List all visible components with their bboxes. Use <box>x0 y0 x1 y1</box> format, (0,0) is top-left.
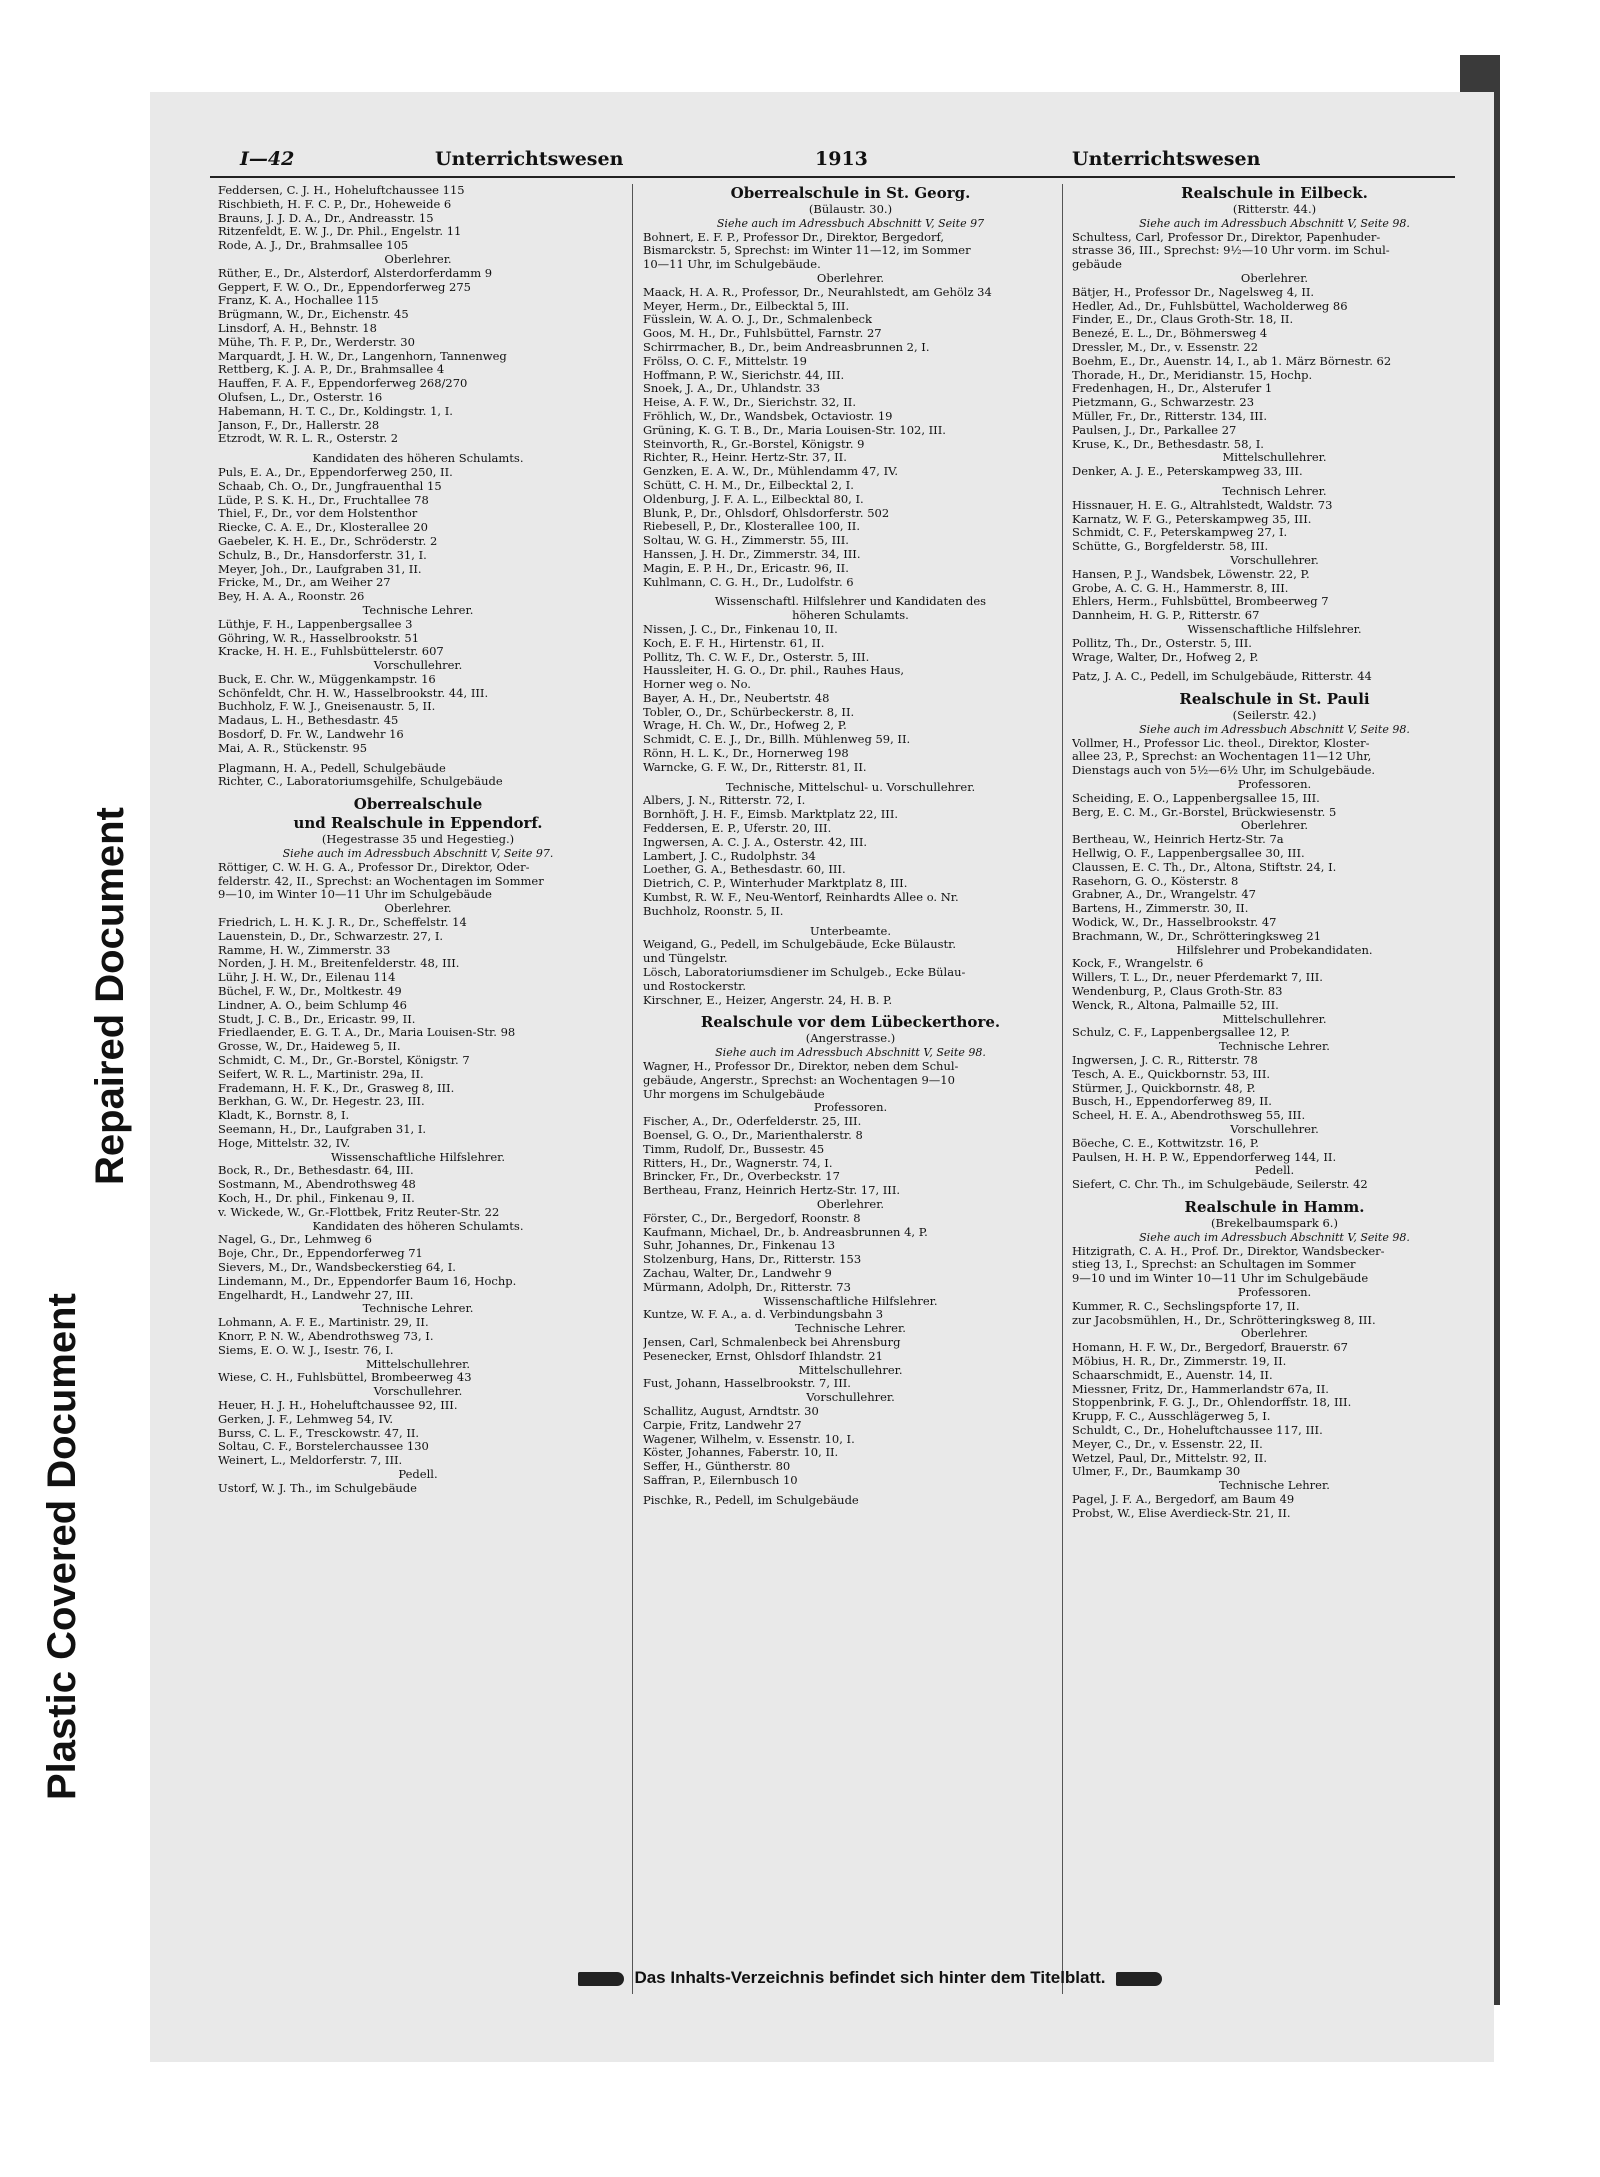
entry-line: zur Jacobsmühlen, H., Dr., Schrötteringksweg 8, III. <box>1072 1313 1376 1327</box>
section-heading: Pedell. <box>1254 1163 1295 1178</box>
entry-line: Plagmann, H. A., Pedell, Schulgebäude <box>218 761 446 775</box>
school-heading: Oberrealschule in St. Georg. <box>730 184 971 202</box>
entry-line: Rasehorn, G. O., Kösterstr. 8 <box>1072 874 1239 888</box>
page-number: I—42 <box>240 148 295 170</box>
entry-line: Kruse, K., Dr., Bethesdastr. 58, I. <box>1072 437 1264 451</box>
entry-line: Paulsen, J., Dr., Parkallee 27 <box>1072 423 1237 437</box>
entry-line: Buck, E. Chr. W., Müggenkampstr. 16 <box>218 672 436 686</box>
entry-line: Pollitz, Th. C. W. F., Dr., Osterstr. 5, III. <box>643 650 870 664</box>
school-heading: Oberrealschule <box>353 795 483 814</box>
entry-line: Magin, E. P. H., Dr., Ericastr. 96, II. <box>643 561 849 575</box>
entry-line: Rode, A. J., Dr., Brahmsallee 105 <box>218 239 409 253</box>
cross-reference: Siehe auch im Adressbuch Abschnitt V, Seite 98. <box>715 1046 986 1060</box>
entry-line: Brachmann, W., Dr., Schrötteringksweg 21 <box>1072 929 1322 943</box>
entry-line: Koch, H., Dr. phil., Finkenau 9, II. <box>218 1191 415 1205</box>
entry-line: Probst, W., Elise Averdieck-Str. 21, II. <box>1072 1506 1291 1520</box>
entry-line: Ritters, H., Dr., Wagnerstr. 74, I. <box>643 1156 833 1170</box>
entry-line: Finder, E., Dr., Claus Groth-Str. 18, II. <box>1072 313 1294 327</box>
section-heading: Technische Lehrer. <box>362 602 474 617</box>
school-address: (Bülaustr. 30.) <box>808 202 893 216</box>
column-rule <box>1062 184 1063 1994</box>
entry-line: Kracke, H. H. E., Fuhlsbüttelerstr. 607 <box>218 645 444 659</box>
entry-line: 9—10 und im Winter 10—11 Uhr im Schulgebäude <box>1072 1272 1369 1286</box>
entry-line: Homann, H. F. W., Dr., Bergedorf, Brauerstr. 67 <box>1072 1341 1348 1355</box>
entry-line: und Tüngelstr. <box>643 952 728 966</box>
entry-line: Lambert, J. C., Rudolphstr. 34 <box>643 849 816 863</box>
entry-line: 10—11 Uhr, im Schulgebäude. <box>643 258 821 272</box>
entry-line: Wagener, Wilhelm, v. Essenstr. 10, I. <box>643 1432 855 1446</box>
cross-reference: Siehe auch im Adressbuch Abschnitt V, Seite 98. <box>1139 722 1410 736</box>
entry-line: Kirschner, E., Heizer, Angerstr. 24, H. B. P. <box>643 993 893 1007</box>
entry-line: Grabner, A., Dr., Wrangelstr. 47 <box>1072 888 1256 902</box>
entry-line: Dressler, M., Dr., v. Essenstr. 22 <box>1072 340 1259 354</box>
header-rule <box>210 176 1455 178</box>
entry-line: Blunk, P., Dr., Ohlsdorf, Ohlsdorferstr. 502 <box>643 506 890 520</box>
entry-line: Oldenburg, J. F. A. L., Eilbecktal 80, I. <box>643 492 864 506</box>
section-heading: Professoren. <box>813 1100 888 1115</box>
entry-line: Scheiding, E. O., Lappenbergsallee 15, III. <box>1072 791 1320 805</box>
entry-line: felderstr. 42, II., Sprechst: an Wochentagen im Sommer <box>218 874 544 888</box>
entry-line: Riebesell, P., Dr., Klosterallee 100, II. <box>643 520 860 534</box>
entry-line: Heuer, H. J. H., Hoheluftchaussee 92, III. <box>218 1398 458 1412</box>
entry-line: Weinert, L., Meldorferstr. 7, III. <box>218 1454 403 1468</box>
school-heading: Realschule vor dem Lübeckerthore. <box>700 1013 1001 1032</box>
entry-line: allee 23, P., Sprechst: an Wochentagen 11—12 Uhr, <box>1072 750 1372 764</box>
entry-line: Tesch, A. E., Quickbornstr. 53, III. <box>1072 1067 1271 1081</box>
entry-line: Möbius, H. R., Dr., Zimmerstr. 19, II. <box>1072 1354 1287 1368</box>
entry-line: Wrage, H. Ch. W., Dr., Hofweg 2, P. <box>643 719 847 733</box>
entry-line: Rettberg, K. J. A. P., Dr., Brahmsallee 4 <box>218 363 445 377</box>
entry-line: Genzken, E. A. W., Dr., Mühlendamm 47, IV. <box>643 465 899 479</box>
school-address: (Brekelbaumspark 6.) <box>1211 1215 1338 1230</box>
entry-line: Schuldt, C., Dr., Hoheluftchaussee 117, III. <box>1072 1423 1323 1437</box>
entry-line: Fust, Johann, Hasselbrookstr. 7, III. <box>643 1377 851 1391</box>
section-heading: Oberlehrer. <box>816 270 885 285</box>
section-heading: Wissenschaftliche Hilfslehrer. <box>1187 621 1362 636</box>
entry-line: gebäude, Angerstr., Sprechst: an Wochentagen 9—10 <box>643 1073 955 1087</box>
cross-reference: Siehe auch im Adressbuch Abschnitt V, Seite 98. <box>1139 216 1410 230</box>
entry-line: Bertheau, W., Heinrich Hertz-Str. 7a <box>1072 833 1284 847</box>
entry-line: Pagel, J. F. A., Bergedorf, am Baum 49 <box>1072 1492 1295 1506</box>
entry-line: Pischke, R., Pedell, im Schulgebäude <box>643 1493 859 1507</box>
entry-line: Bornhöft, J. H. F., Eimsb. Marktplatz 22, III. <box>643 808 899 822</box>
entry-line: Ingwersen, A. C. J. A., Osterstr. 42, III. <box>643 835 868 849</box>
entry-line: Riecke, C. A. E., Dr., Klosterallee 20 <box>218 521 428 535</box>
entry-line: Rüther, E., Dr., Alsterdorf, Alsterdorferdamm 9 <box>218 266 493 280</box>
entry-line: Göhring, W. R., Hasselbrookstr. 51 <box>218 631 420 645</box>
school-heading: Realschule in Eilbeck. <box>1181 184 1368 202</box>
entry-line: Friedrich, L. H. K. J. R., Dr., Scheffelstr. 14 <box>218 916 467 930</box>
entry-line: Lösch, Laboratoriumsdiener im Schulgeb., Ecke Bülau- <box>643 966 966 980</box>
entry-line: Ehlers, Herm., Fuhlsbüttel, Brombeerweg 7 <box>1072 595 1329 609</box>
entry-line: Mai, A. R., Stückenstr. 95 <box>218 741 368 755</box>
entry-line: Bey, H. A. A., Roonstr. 26 <box>218 590 365 604</box>
entry-line: Hellwig, O. F., Lappenbergsallee 30, III. <box>1072 847 1305 861</box>
entry-line: Lohmann, A. F. E., Martinistr. 29, II. <box>218 1316 429 1330</box>
entry-line: Brauns, J. J. D. A., Dr., Andreasstr. 15 <box>218 211 434 225</box>
entry-line: Schirrmacher, B., Dr., beim Andreasbrunnen 2, I. <box>643 340 930 354</box>
entry-line: Snoek, J. A., Dr., Uhlandstr. 33 <box>643 382 821 396</box>
entry-line: Ramme, H. W., Zimmerstr. 33 <box>218 943 391 957</box>
entry-line: Buchholz, Roonstr. 5, II. <box>643 904 784 918</box>
entry-line: Lühr, J. H. W., Dr., Eilenau 114 <box>218 971 396 985</box>
entry-line: Ustorf, W. J. Th., im Schulgebäude <box>218 1481 417 1495</box>
column-left <box>218 184 618 1994</box>
entry-line: Kock, F., Wrangelstr. 6 <box>1072 957 1204 971</box>
school-address: (Angerstrasse.) <box>805 1031 896 1046</box>
entry-line: Feddersen, C. J. H., Hoheluftchaussee 115 <box>218 184 465 197</box>
running-header <box>210 148 1460 176</box>
entry-line: Maack, H. A. R., Professor, Dr., Neurahlstedt, am Gehölz 34 <box>643 285 992 299</box>
entry-line: Fredenhagen, H., Dr., Alsterufer 1 <box>1072 382 1273 396</box>
entry-line: Böeche, C. E., Kottwitzstr. 16, P. <box>1072 1136 1259 1150</box>
school-heading: und Realschule in Eppendorf. <box>293 814 543 833</box>
entry-line: Knorr, P. N. W., Abendrothsweg 73, I. <box>218 1329 434 1343</box>
archive-stamp <box>40 680 132 1800</box>
entry-line: Pollitz, Th., Dr., Osterstr. 5, III. <box>1072 636 1252 650</box>
entry-line: Stolzenburg, Hans, Dr., Ritterstr. 153 <box>643 1253 862 1267</box>
entry-line: Ingwersen, J. C. R., Ritterstr. 78 <box>1072 1054 1258 1068</box>
entry-line: Siefert, C. Chr. Th., im Schulgebäude, Seilerstr. 42 <box>1072 1178 1368 1192</box>
section-heading: Technische Lehrer. <box>362 1301 474 1316</box>
section-heading: Oberlehrer. <box>1240 818 1309 833</box>
entry-line: Bock, R., Dr., Bethesdastr. 64, III. <box>218 1164 414 1178</box>
entry-line: Hissnauer, H. E. G., Altrahlstedt, Waldstr. 73 <box>1072 498 1333 512</box>
entry-line: Kuhlmann, C. G. H., Dr., Ludolfstr. 6 <box>643 575 854 589</box>
entry-line: 9—10, im Winter 10—11 Uhr im Schulgebäude <box>218 888 492 902</box>
entry-line: Saffran, P., Eilernbusch 10 <box>643 1473 798 1487</box>
entry-line: v. Wickede, W., Gr.-Flottbek, Fritz Reuter-Str. 22 <box>218 1205 500 1219</box>
entry-line: Stoppenbrink, F. G. J., Dr., Ohlendorffstr. 18, III. <box>1072 1396 1352 1410</box>
entry-line: Hitzigrath, C. A. H., Prof. Dr., Direktor, Wandsbecker- <box>1072 1244 1385 1258</box>
entry-line: Lindner, A. O., beim Schlump 46 <box>218 998 407 1012</box>
entry-line: Nagel, G., Dr., Lehmweg 6 <box>218 1233 372 1247</box>
entry-line: Bertheau, Franz, Heinrich Hertz-Str. 17, III. <box>643 1184 901 1198</box>
entry-line: Brügmann, W., Dr., Eichenstr. 45 <box>218 308 409 322</box>
section-heading: Pedell. <box>398 1466 438 1481</box>
entry-line: Hoge, Mittelstr. 32, IV. <box>218 1136 351 1150</box>
header-left-title: Unterrichtswesen <box>435 148 624 170</box>
entry-line: Kumbst, R. W. F., Neu-Wentorf, Reinhardts Allee o. Nr. <box>643 891 959 905</box>
entry-line: gebäude <box>1072 258 1122 272</box>
entry-line: Bismarckstr. 5, Sprechst: im Winter 11—12, im Sommer <box>643 244 971 258</box>
entry-line: Karnatz, W. F. G., Peterskampweg 35, III. <box>1072 512 1312 526</box>
entry-line: Wenck, R., Altona, Palmaille 52, III. <box>1072 998 1279 1012</box>
entry-line: Richter, C., Laboratoriumsgehilfe, Schulgebäude <box>218 775 503 789</box>
entry-line: Fröhlich, W., Dr., Wandsbek, Octaviostr. 19 <box>643 409 893 423</box>
entry-line: Loether, G. A., Bethesdastr. 60, III. <box>643 863 846 877</box>
entry-line: Berkhan, G. W., Dr. Hegestr. 23, III. <box>218 1095 425 1109</box>
entry-line: Schallitz, August, Arndtstr. 30 <box>643 1404 819 1418</box>
section-heading: Wissenschaftliche Hilfslehrer. <box>763 1293 938 1308</box>
entry-line: Jensen, Carl, Schmalenbeck bei Ahrensburg <box>643 1335 901 1349</box>
entry-line: Norden, J. H. M., Breitenfelderstr. 48, III. <box>218 957 460 971</box>
pointing-hand-icon <box>1116 1972 1162 1986</box>
entry-line: Grobe, A. C. G. H., Hammerstr. 8, III. <box>1072 581 1289 595</box>
entry-line: Soltau, W. G. H., Zimmerstr. 55, III. <box>643 534 849 548</box>
school-heading: Realschule in Hamm. <box>1184 1197 1365 1216</box>
entry-line: stieg 13, I., Sprechst: an Schultagen im Sommer <box>1072 1258 1356 1272</box>
school-address: (Ritterstr. 44.) <box>1232 202 1317 216</box>
entry-line: Krupp, F. C., Ausschlägerweg 5, I. <box>1072 1410 1271 1424</box>
entry-line: Seemann, H., Dr., Laufgraben 31, I. <box>218 1123 427 1136</box>
section-heading: Technische Lehrer. <box>1219 1478 1330 1493</box>
entry-line: Gerken, J. F., Lehmweg 54, IV. <box>218 1412 394 1426</box>
section-heading: Technische Lehrer. <box>1219 1039 1330 1054</box>
entry-line: Schütte, G., Borgfelderstr. 58, III. <box>1072 540 1269 554</box>
section-heading: Vorschullehrer. <box>1230 1122 1319 1136</box>
entry-line: Lüthje, F. H., Lappenbergsallee 3 <box>218 617 413 631</box>
entry-line: Meyer, C., Dr., v. Essenstr. 22, II. <box>1072 1437 1263 1451</box>
entry-line: Grosse, W., Dr., Haideweg 5, II. <box>218 1040 401 1054</box>
entry-line: Hauffen, F. A. F., Eppendorferweg 268/270 <box>218 377 468 391</box>
entry-line: Kummer, R. C., Sechslingspforte 17, II. <box>1072 1299 1300 1313</box>
entry-line: Bayer, A. H., Dr., Neubertstr. 48 <box>643 691 830 705</box>
entry-line: Mühe, Th. F. P., Dr., Werderstr. 30 <box>218 335 415 349</box>
entry-line: Wagner, H., Professor Dr., Direktor, neben dem Schul- <box>643 1060 959 1074</box>
entry-line: und Rostockerstr. <box>643 979 746 993</box>
entry-line: Sievers, M., Dr., Wandsbeckerstieg 64, I. <box>218 1260 456 1274</box>
entry-line: Stürmer, J., Quickbornstr. 48, P. <box>1072 1081 1256 1095</box>
entry-line: Lauenstein, D., Dr., Schwarzestr. 27, I. <box>218 929 444 943</box>
entry-line: Frademann, H. F. K., Dr., Grasweg 8, III. <box>218 1081 455 1095</box>
section-heading: Kandidaten des höheren Schulamts. <box>312 1218 524 1233</box>
section-heading: Mittelschullehrer. <box>365 1356 471 1371</box>
entry-line: Brincker, Fr., Dr., Overbeckstr. 17 <box>643 1170 840 1184</box>
school-address: (Hegestrasse 35 und Hegestieg.) <box>321 832 515 847</box>
footer-note <box>470 1968 1270 1988</box>
entry-line: Puls, E. A., Dr., Eppendorferweg 250, II. <box>218 465 453 479</box>
footer-text: Das Inhalts-Verzeichnis befindet sich hinter dem Titelblatt. <box>634 1968 1106 1987</box>
entry-line: Schulz, C. F., Lappenbergsallee 12, P. <box>1072 1026 1290 1040</box>
entry-line: Hansen, P. J., Wandsbek, Löwenstr. 22, P. <box>1072 567 1310 581</box>
entry-line: strasse 36, III., Sprechst: 9½—10 Uhr vorm. im Schul- <box>1072 244 1390 258</box>
entry-line: Rönn, H. L. K., Dr., Hornerweg 198 <box>643 747 849 761</box>
entry-line: Wetzel, Paul, Dr., Mittelstr. 92, II. <box>1072 1451 1267 1465</box>
header-year: 1913 <box>815 148 868 170</box>
entry-line: Janson, F., Dr., Hallerstr. 28 <box>218 418 380 432</box>
entry-line: Ulmer, F., Dr., Baumkamp 30 <box>1072 1465 1241 1479</box>
section-heading: Oberlehrer. <box>816 1196 885 1211</box>
entry-line: Schütt, C. H. M., Dr., Eilbecktal 2, I. <box>643 478 854 492</box>
entry-line: Marquardt, J. H. W., Dr., Langenhorn, Tannenweg <box>218 349 507 363</box>
section-heading: Technische, Mittelschul- u. Vorschullehrer. <box>725 779 976 794</box>
section-heading: Wissenschaftliche Hilfslehrer. <box>330 1149 506 1164</box>
school-heading: Realschule in St. Pauli <box>1179 690 1370 709</box>
entry-line: Suhr, Johannes, Dr., Finkenau 13 <box>643 1239 836 1253</box>
section-heading: Mittelschullehrer. <box>1222 450 1327 465</box>
entry-line: Denker, A. J. E., Peterskampweg 33, III. <box>1072 465 1303 479</box>
entry-line: Gaebeler, K. H. E., Dr., Schröderstr. 2 <box>218 534 438 548</box>
entry-line: Müller, Fr., Dr., Ritterstr. 134, III. <box>1072 409 1267 423</box>
entry-line: Boensel, G. O., Dr., Marienthalerstr. 8 <box>643 1129 863 1142</box>
cross-reference: Siehe auch im Adressbuch Abschnitt V, Seite 97 <box>716 216 985 230</box>
section-heading: Mittelschullehrer. <box>1222 1011 1327 1026</box>
entry-line: Boje, Chr., Dr., Eppendorferweg 71 <box>218 1247 423 1261</box>
section-heading: Vorschullehrer. <box>373 1384 463 1399</box>
entry-line: Claussen, E. C. Th., Dr., Altona, Stiftstr. 24, I. <box>1072 860 1337 874</box>
entry-line: Seifert, W. R. L., Martinistr. 29a, II. <box>218 1067 424 1081</box>
entry-line: Tobler, O., Dr., Schürbeckerstr. 8, II. <box>643 705 855 719</box>
entry-line: Kuntze, W. F. A., a. d. Verbindungsbahn 3 <box>643 1308 884 1322</box>
entry-line: Thorade, H., Dr., Meridianstr. 15, Hochp. <box>1072 368 1313 382</box>
entry-line: Bohnert, E. F. P., Professor Dr., Direktor, Bergedorf, <box>643 230 944 244</box>
entry-line: Köster, Johannes, Faberstr. 10, II. <box>643 1446 839 1460</box>
entry-line: Uhr morgens im Schulgebäude <box>643 1087 825 1101</box>
entry-line: Vollmer, H., Professor Lic. theol., Direktor, Kloster- <box>1072 736 1370 750</box>
pointing-hand-icon <box>578 1972 624 1986</box>
entry-line: Kladt, K., Bornstr. 8, I. <box>218 1109 350 1123</box>
entry-line: Ritzenfeldt, E. W. J., Dr. Phil., Engelstr. 11 <box>218 225 462 239</box>
entry-line: Schmidt, C. E. J., Dr., Billh. Mühlenweg 59, II. <box>643 733 911 747</box>
entry-line: Linsdorf, A. H., Behnstr. 18 <box>218 321 377 335</box>
entry-line: Pietzmann, G., Schwarzestr. 23 <box>1072 396 1255 410</box>
cross-reference: Siehe auch im Adressbuch Abschnitt V, Seite 98. <box>1139 1230 1410 1244</box>
column-rule <box>632 184 633 1994</box>
entry-line: Wrage, Walter, Dr., Hofweg 2, P. <box>1072 650 1259 664</box>
entry-line: Berg, E. C. M., Gr.-Borstel, Brückwiesenstr. 5 <box>1072 805 1337 819</box>
section-heading: Technische Lehrer. <box>795 1321 906 1336</box>
entry-line: Wendenburg, P., Claus Groth-Str. 83 <box>1072 985 1283 999</box>
entry-line: Nissen, J. C., Dr., Finkenau 10, II. <box>643 622 838 636</box>
entry-line: Förster, C., Dr., Bergedorf, Roonstr. 8 <box>643 1211 861 1225</box>
entry-line: Dannheim, H. G. P., Ritterstr. 67 <box>1072 609 1260 623</box>
column-middle <box>643 184 1058 1994</box>
section-heading: Hilfslehrer und Probekandidaten. <box>1176 942 1373 957</box>
section-heading: Mittelschullehrer. <box>798 1362 903 1377</box>
entry-line: Schmidt, C. F., Peterskampweg 27, I. <box>1072 526 1288 540</box>
entry-line: Thiel, F., Dr., vor dem Holstenthor <box>218 507 418 521</box>
entry-line: Grüning, K. G. T. B., Dr., Maria Louisen-Str. 102, III. <box>643 423 946 437</box>
entry-line: Heise, A. F. W., Dr., Sierichstr. 32, II. <box>643 396 856 410</box>
cross-reference: Siehe auch im Adressbuch Abschnitt V, Seite 97. <box>282 847 554 861</box>
entry-line: Schaab, Ch. O., Dr., Jungfrauenthal 15 <box>218 479 442 493</box>
entry-line: Friedlaender, E. G. T. A., Dr., Maria Louisen-Str. 98 <box>218 1026 516 1040</box>
entry-line: Lüde, P. S. K. H., Dr., Fruchtallee 78 <box>218 493 429 507</box>
entry-line: Engelhardt, H., Landwehr 27, III. <box>218 1288 414 1302</box>
entry-line: Benezé, E. L., Dr., Böhmersweg 4 <box>1072 327 1268 341</box>
entry-line: Bartens, H., Zimmerstr. 30, II. <box>1072 902 1249 916</box>
section-heading: Oberlehrer. <box>1240 1326 1309 1341</box>
section-heading: Unterbeamte. <box>809 923 892 938</box>
entry-line: Füsslein, W. A. O. J., Dr., Schmalenbeck <box>643 313 872 327</box>
entry-line: Timm, Rudolf, Dr., Bussestr. 45 <box>643 1142 825 1156</box>
entry-line: Seffer, H., Güntherstr. 80 <box>643 1460 791 1474</box>
entry-line: Miessner, Fritz, Dr., Hammerlandstr 67a, II. <box>1072 1382 1329 1396</box>
entry-line: Buchholz, F. W. J., Gneisenaustr. 5, II. <box>218 700 436 714</box>
section-heading: Kandidaten des höheren Schulamts. <box>312 451 524 466</box>
entry-line: Hanssen, J. H. Dr., Zimmerstr. 34, III. <box>643 547 861 561</box>
entry-line: Richter, R., Heinr. Hertz-Str. 37, II. <box>643 451 847 465</box>
entry-line: Bosdorf, D. Fr. W., Landwehr 16 <box>218 728 404 742</box>
section-heading: Vorschullehrer. <box>373 658 463 673</box>
entry-line: Schmidt, C. M., Dr., Gr.-Borstel, Königstr. 7 <box>218 1054 470 1068</box>
entry-line: Zachau, Walter, Dr., Landwehr 9 <box>643 1266 832 1280</box>
entry-line: Schultess, Carl, Professor Dr., Direktor, Papenhuder- <box>1072 230 1381 244</box>
plastic-covered-label: Plastic Covered Document <box>40 1293 84 1800</box>
section-heading: Oberlehrer. <box>384 251 452 266</box>
section-heading: Wissenschaftl. Hilfslehrer und Kandidaten des <box>714 594 987 609</box>
entry-line: Bätjer, H., Professor Dr., Nagelsweg 4, II. <box>1072 285 1315 299</box>
repaired-label: Repaired Document <box>88 807 132 1185</box>
entry-line: Carpie, Fritz, Landwehr 27 <box>643 1418 802 1432</box>
entry-line: Meyer, Joh., Dr., Laufgraben 31, II. <box>218 562 422 576</box>
entry-line: Kaufmann, Michael, Dr., b. Andreasbrunnen 4, P. <box>643 1225 928 1239</box>
entry-line: Hedler, Ad., Dr., Fuhlsbüttel, Wacholderweg 86 <box>1072 299 1348 313</box>
entry-line: Haussleiter, H. G. O., Dr. phil., Rauhes Haus, <box>643 664 905 678</box>
section-heading: Vorschullehrer. <box>806 1390 895 1405</box>
entry-line: Paulsen, H. H. P. W., Eppendorferweg 144, II. <box>1072 1150 1337 1164</box>
entry-line: Burss, C. L. F., Tresckowstr. 47, II. <box>218 1426 420 1440</box>
section-heading: Vorschullehrer. <box>1230 552 1319 567</box>
entry-line: Willers, T. L., Dr., neuer Pferdemarkt 7, III. <box>1072 971 1323 985</box>
entry-line: Albers, J. N., Ritterstr. 72, I. <box>643 794 806 808</box>
entry-line: Büchel, F. W., Dr., Moltkestr. 49 <box>218 985 402 999</box>
entry-line: Dietrich, C. P., Winterhuder Marktplatz 8, III. <box>643 877 908 891</box>
entry-line: Busch, H., Eppendorferweg 89, II. <box>1072 1095 1272 1109</box>
entry-line: Wiese, C. H., Fuhlsbüttel, Brombeerweg 43 <box>218 1371 472 1385</box>
entry-line: Horner weg o. No. <box>643 678 751 692</box>
entry-line: Fricke, M., Dr., am Weiher 27 <box>218 576 391 590</box>
entry-line: Fischer, A., Dr., Oderfelderstr. 25, III. <box>643 1115 862 1129</box>
entry-line: Meyer, Herm., Dr., Eilbecktal 5, III. <box>643 299 850 313</box>
section-heading: Professoren. <box>1237 1284 1312 1299</box>
header-right-title: Unterrichtswesen <box>1072 148 1261 170</box>
entry-line: Pesenecker, Ernst, Ohlsdorf Ihlandstr. 21 <box>643 1349 883 1363</box>
entry-line: Madaus, L. H., Bethesdastr. 45 <box>218 714 399 728</box>
section-heading: Technisch Lehrer. <box>1222 483 1327 498</box>
entry-line: Schulz, B., Dr., Hansdorferstr. 31, I. <box>218 548 427 562</box>
entry-line: Weigand, G., Pedell, im Schulgebäude, Ecke Bülaustr. <box>643 938 957 952</box>
entry-line: Scheel, H. E. A., Abendrothsweg 55, III. <box>1072 1109 1306 1123</box>
entry-line: Frölss, O. C. F., Mittelstr. 19 <box>643 354 807 368</box>
entry-line: Röttiger, C. W. H. G. A., Professor Dr., Direktor, Oder- <box>218 860 530 874</box>
section-heading: Oberlehrer. <box>1240 270 1309 285</box>
section-heading: Professoren. <box>1237 777 1312 792</box>
entry-line: Schönfeldt, Chr. H. W., Hasselbrookstr. 44, III. <box>218 686 489 700</box>
entry-line: Boehm, E., Dr., Auenstr. 14, I., ab 1. März Börnestr. 62 <box>1072 354 1392 368</box>
entry-line: Schaarschmidt, E., Auenstr. 14, II. <box>1072 1368 1273 1382</box>
entry-line: Soltau, C. F., Borstelerchaussee 130 <box>218 1440 429 1454</box>
entry-line: Rischbieth, H. F. C. P., Dr., Hoheweide 6 <box>218 197 452 211</box>
entry-line: Hoffmann, P. W., Sierichstr. 44, III. <box>643 368 845 382</box>
entry-line: Olufsen, L., Dr., Osterstr. 16 <box>218 390 383 404</box>
entry-line: Patz, J. A. C., Pedell, im Schulgebäude, Ritterstr. 44 <box>1072 670 1372 684</box>
entry-line: Siems, E. O. W. J., Isestr. 76, I. <box>218 1343 394 1357</box>
column-right <box>1072 184 1477 1994</box>
entry-line: Goos, M. H., Dr., Fuhlsbüttel, Farnstr. 27 <box>643 327 882 341</box>
entry-line: Wodick, W., Dr., Hasselbrookstr. 47 <box>1072 916 1277 930</box>
entry-line: Mürmann, Adolph, Dr., Ritterstr. 73 <box>643 1280 851 1294</box>
entry-line: Warncke, G. F. W., Dr., Ritterstr. 81, II. <box>643 760 867 774</box>
section-heading: höheren Schulamts. <box>792 608 909 623</box>
entry-line: Etzrodt, W. R. L. R., Osterstr. 2 <box>218 432 399 446</box>
entry-line: Dienstags auch von 5½—6½ Uhr, im Schulgebäude. <box>1072 764 1376 778</box>
entry-line: Sostmann, M., Abendrothsweg 48 <box>218 1178 416 1192</box>
entry-line: Habemann, H. T. C., Dr., Koldingstr. 1, I. <box>218 404 453 418</box>
entry-line: Steinvorth, R., Gr.-Borstel, Königstr. 9 <box>643 437 865 451</box>
school-address: (Seilerstr. 42.) <box>1232 708 1317 723</box>
entry-line: Feddersen, E. P., Uferstr. 20, III. <box>643 822 832 836</box>
entry-line: Studt, J. C. B., Dr., Ericastr. 99, II. <box>218 1012 416 1026</box>
entry-line: Koch, E. F. H., Hirtenstr. 61, II. <box>643 636 825 650</box>
entry-line: Lindemann, M., Dr., Eppendorfer Baum 16, Hochp. <box>218 1274 517 1288</box>
entry-line: Geppert, F. W. O., Dr., Eppendorferweg 275 <box>218 280 471 294</box>
entry-line: Franz, K. A., Hochallee 115 <box>218 294 379 308</box>
section-heading: Oberlehrer. <box>384 901 452 916</box>
